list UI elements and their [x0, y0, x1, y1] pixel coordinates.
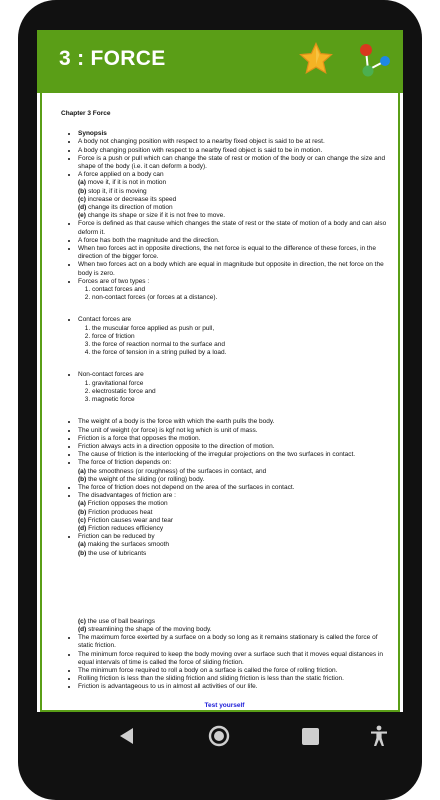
item-marker: (d) [78, 625, 87, 633]
item-marker: (b) [78, 187, 87, 195]
list-item: • Force is defined as that cause which changes the state of rest or the state of motion of a body and can also deform it. [78, 220, 388, 236]
item-text: the use of lubricants [86, 549, 147, 557]
item-marker: (b) [78, 508, 87, 516]
sublist-item [78, 179, 388, 187]
item-text: move it, if it is not in motion [85, 179, 167, 187]
sublist [78, 179, 388, 220]
list-item: • Force is a push or pull which can change the state of rest or motion of the body or can change the size and shape of the body (i.e. it can deform a body). [78, 155, 388, 171]
list-item: 4. the force of tension in a string pulled by a load. [92, 349, 388, 357]
item-text: change its shape or size if it is not free to move. [85, 212, 226, 220]
list-item: • Rolling friction is less than the sliding friction and sliding friction is less than the static friction. [78, 675, 388, 683]
item-marker: (d) [78, 524, 87, 532]
item-marker: (e) [78, 212, 86, 220]
list-item: 1. contact forces and [92, 286, 388, 294]
list-item: • The minimum force required to roll a body on a surface is called the force of rolling friction. [78, 667, 388, 675]
types-list [78, 286, 388, 302]
item-text: Friction opposes the motion [85, 500, 168, 508]
page-title: 3 : FORCE [59, 47, 166, 70]
list-item: • The maximum force exerted by a surface on a body so long as it remains stationary is called the force of static friction. [78, 634, 388, 650]
synopsis-heading: Synopsis [78, 130, 107, 138]
item-text: increase or decrease its speed [85, 195, 177, 203]
list-item: • The weight of a body is the force with which the earth pulls the body. [78, 418, 388, 426]
item-text: change its direction of motion [86, 204, 173, 212]
noncontact-items [78, 380, 388, 405]
chapter-content [40, 93, 400, 712]
sublist-item [78, 525, 388, 533]
list-item: • The minimum force required to keep the body moving over a surface such that it moves equal distances in equal intervals of time is called the force of sliding friction. [78, 651, 388, 667]
app-screen [37, 30, 403, 712]
item-text: the use of ball bearings [85, 617, 155, 625]
sublist [61, 618, 388, 634]
app-bar [37, 30, 403, 93]
item-marker: (c) [78, 516, 86, 524]
sublist-item [78, 476, 388, 484]
item-text: the weight of the sliding (or rolling) body. [86, 475, 205, 483]
sublist [78, 468, 388, 484]
list-item: • A body not changing position with respect to a nearby fixed object is said to be at rest. [78, 138, 388, 146]
list-item: • The unit of weight (or force) is kgf not kg which is unit of mass. [78, 427, 388, 435]
list-item: • Friction can be reduced by (a) making the surfaces smooth (b) the use of lubricants [78, 533, 388, 558]
list-item: • Friction always acts in a direction opposite to the direction of motion. [78, 443, 388, 451]
list-item: 1. gravitational force [92, 380, 388, 388]
list-item: • A body changing position with respect to a nearby fixed object is said to be in motion. [78, 147, 388, 155]
sublist-item [78, 509, 388, 517]
sublist-item [78, 212, 388, 220]
share-icon[interactable] [357, 42, 393, 80]
list-item: 2. force of friction [92, 333, 388, 341]
item-marker: (d) [78, 204, 87, 212]
recent-apps-icon[interactable] [302, 728, 319, 745]
item-marker: (a) [78, 541, 86, 549]
test-yourself-link[interactable]: Test yourself [204, 701, 245, 709]
accessibility-icon[interactable] [369, 725, 389, 747]
star-icon[interactable] [299, 42, 333, 76]
sublist-item [78, 196, 388, 204]
item-text: the smoothness (or roughness) of the surfaces in contact, and [85, 467, 267, 475]
list-item: • Contact forces are 1. the muscular force applied as push or pull, 2. force of friction 3. the force of reaction normal to the surface and 4. the force of tension in a string pulled by a load. [78, 316, 388, 357]
sublist-item [78, 468, 388, 476]
item-marker: (c) [78, 617, 86, 625]
list-item: • The force of friction depends on: (a) the smoothness (or roughness) of the surfaces in contact, and (b) the weight of the sliding (or rolling) body. [78, 459, 388, 484]
list-item: 1. the muscular force applied as push or pull, [92, 325, 388, 333]
sublist-item [78, 541, 388, 549]
list-item [78, 130, 388, 138]
sublist-item [78, 500, 388, 508]
contact-items [78, 325, 388, 358]
list-item: 3. magnetic force [92, 396, 388, 404]
item-marker: (a) [78, 500, 86, 508]
item-marker: (a) [78, 179, 86, 187]
sublist [78, 541, 388, 557]
item-marker: (c) [78, 195, 86, 203]
item-text: streamlining the shape of the moving body. [86, 625, 212, 633]
item-marker: (b) [78, 549, 87, 557]
list-item: • The force of friction does not depend on the area of the surfaces in contact. [78, 484, 388, 492]
back-icon[interactable] [117, 726, 137, 746]
list-item: • The disadvantages of friction are : (a) Friction opposes the motion (b) Friction produces heat (c) Friction causes wear and tear (d) Friction reduces efficiency [78, 492, 388, 533]
navigation-bar [18, 712, 422, 762]
list-item: • Forces are of two types : 1. contact forces and 2. non-contact forces (or forces at a distance). [78, 278, 388, 303]
synopsis-list [61, 130, 388, 302]
item-marker: (a) [78, 467, 86, 475]
list-item: • Friction is advantageous to us in almost all activities of our life. [78, 683, 388, 691]
list-item: • A force has both the magnitude and the direction. [78, 237, 388, 245]
friction-types-list [61, 634, 388, 691]
list-item: • When two forces act in opposite directions, the net force is equal to the difference of these forces, in the direction of the bigger force. [78, 245, 388, 261]
sublist [78, 500, 388, 533]
sublist-item [78, 618, 388, 626]
content-body [42, 93, 398, 710]
item-text: stop it, if it is moving [86, 187, 147, 195]
list-item: 2. electrostatic force and [92, 388, 388, 396]
item-text: making the surfaces smooth [85, 541, 170, 549]
sublist-item [78, 550, 388, 558]
list-item: • Non-contact forces are 1. gravitational force 2. electrostatic force and 3. magnetic force [78, 371, 388, 404]
item-text: Friction reduces efficiency [86, 524, 164, 532]
item-text: Friction produces heat [86, 508, 153, 516]
list-item: 3. the force of reaction normal to the surface and [92, 341, 388, 349]
sublist-item [78, 188, 388, 196]
list-item: • A force applied on a body can (a) move it, if it is not in motion (b) stop it, if it is moving (c) increase or decrease its speed (d) change its direction of motion (e) change its shape or size if it is not free to move. [78, 171, 388, 220]
list-item: • The cause of friction is the interlocking of the irregular projections on the two surfaces in contact. [78, 451, 388, 459]
item-marker: (b) [78, 475, 87, 483]
list-item: • Friction is a force that opposes the motion. [78, 435, 388, 443]
list-item: 2. non-contact forces (or forces at a distance). [92, 294, 388, 302]
list-item: • When two forces act on a body which are equal in magnitude but opposite in direction, the net force on the body is zero. [78, 261, 388, 277]
noncontact-forces-list [61, 371, 388, 404]
friction-list [61, 418, 388, 557]
sublist-item [78, 517, 388, 525]
chapter-heading: Chapter 3 Force [61, 110, 111, 117]
sublist-item [78, 204, 388, 212]
contact-forces-list [61, 316, 388, 357]
home-icon[interactable] [208, 725, 230, 747]
item-text: Friction causes wear and tear [85, 516, 174, 524]
sublist-item [78, 626, 388, 634]
